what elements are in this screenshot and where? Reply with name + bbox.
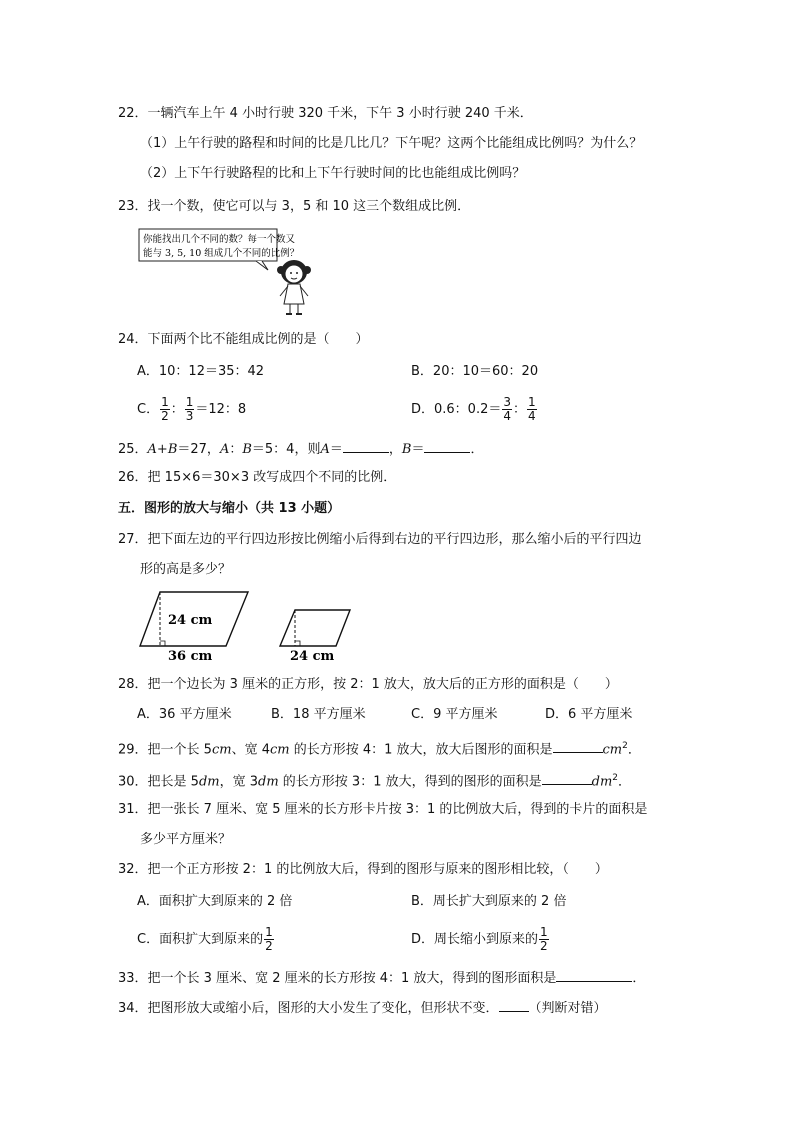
q28-option-b[interactable]: B．18 平方厘米 (271, 707, 366, 722)
small-base-label: 24 cm (290, 649, 335, 664)
q27-line2: 形的高是多少？ (140, 562, 232, 577)
q29: 29．把一个长 5cm、宽 4cm 的长方形按 4：1 放大，放大后图形的面积是 $cm^2$． (118, 736, 641, 760)
fraction: $\frac{1}{2}$ (161, 395, 169, 423)
q32-option-c[interactable]: C．面积扩大到原来的 $\frac{1}{2}$ (137, 925, 273, 953)
bubble-line-2: 能与 3, 5, 10 组成几个不同的比例？ (143, 248, 300, 259)
q32-option-a[interactable]: A．面积扩大到原来的 2 倍 (137, 894, 293, 909)
answer-blank-a[interactable] (343, 438, 389, 453)
fraction: $\frac{1}{2}$ (265, 925, 273, 953)
q22-sub2: （2）上下午行驶路程的比和上下午行驶时间的比也能组成比例吗？ (140, 166, 526, 181)
small-parallelogram (280, 610, 350, 646)
q27-figure (138, 588, 368, 664)
fraction: $\frac{1}{4}$ (528, 395, 536, 423)
q32-option-b[interactable]: B．周长扩大到原来的 2 倍 (411, 894, 567, 909)
fraction: $\frac{1}{2}$ (540, 925, 548, 953)
q24-option-c[interactable]: C． $\frac{1}{2}$ ： $\frac{1}{3}$ ＝12：8 (137, 395, 247, 423)
q32-stem: 32．把一个正方形按 2：1 的比例放大后，得到的图形与原来的图形相比较，（ ） (118, 862, 608, 877)
q24-option-c-label: C． (137, 402, 160, 417)
q23-illustration (138, 228, 348, 316)
q31-line2: 多少平方厘米？ (140, 832, 232, 847)
q28-option-c[interactable]: C．9 平方厘米 (411, 707, 498, 722)
answer-blank[interactable] (553, 738, 603, 753)
q32-option-d[interactable]: D．周长缩小到原来的 $\frac{1}{2}$ (411, 925, 548, 953)
q22-stem: 22．一辆汽车上午 4 小时行驶 320 千米，下午 3 小时行驶 240 千米． (118, 106, 533, 121)
q24-option-b[interactable]: B．20：10＝60：20 (411, 364, 539, 379)
large-base-label: 36 cm (168, 649, 213, 664)
q28-option-a[interactable]: A．36 平方厘米 (137, 707, 232, 722)
q23-stem: 23．找一个数，使它可以与 3，5 和 10 这三个数组成比例． (118, 199, 471, 214)
answer-blank[interactable] (499, 997, 529, 1012)
girl-speech-illustration (138, 228, 348, 316)
q24-option-a[interactable]: A．10：12＝35：42 (137, 364, 265, 379)
girl-icon (277, 260, 311, 314)
q28-stem: 28．把一个边长为 3 厘米的正方形，按 2：1 放大，放大后的正方形的面积是（ ） (118, 677, 618, 692)
answer-blank-b[interactable] (424, 438, 470, 453)
q28-option-d[interactable]: D．6 平方厘米 (545, 707, 633, 722)
answer-blank[interactable] (542, 770, 592, 785)
q34: 34．把图形放大或缩小后，图形的大小发生了变化，但形状不变． （判断对错） (118, 997, 607, 1019)
q24-stem: 24．下面两个比不能组成比例的是（ ） (118, 332, 369, 347)
fraction: $\frac{1}{3}$ (185, 395, 194, 423)
q22-sub1: （1）上午行驶的路程和时间的比是几比几？下午呢？这两个比能组成比例吗？为什么？ (140, 136, 643, 151)
parallelograms-figure (138, 588, 368, 664)
q27-line1: 27．把下面左边的平行四边形按比例缩小后得到右边的平行四边形，那么缩小后的平行四边 (118, 532, 642, 547)
q30: 30．把长是 5dm，宽 3dm 的长方形按 3：1 放大，得到的图形的面积是 $dm^2$． (118, 768, 631, 792)
bubble-line-1: 你能找出几个不同的数？每一个数又 (143, 234, 296, 245)
q24-option-d-label: D．0.6：0.2＝ (411, 402, 502, 417)
q25: 25．A+B＝27，A：B＝5：4，则A＝ ，B＝ ． (118, 438, 483, 460)
q24-option-d[interactable]: D．0.6：0.2＝ $\frac{3}{4}$ ： $\frac{1}{4}$ (411, 395, 536, 423)
answer-blank[interactable] (556, 967, 632, 982)
section-title: 五．图形的放大与缩小（共 13 小题） (118, 501, 341, 516)
large-height-label: 24 cm (168, 613, 213, 628)
fraction: $\frac{3}{4}$ (503, 395, 511, 423)
q31-line1: 31．把一张长 7 厘米、宽 5 厘米的长方形卡片按 3：1 的比例放大后，得到的卡片的面积是 (118, 802, 648, 817)
q33: 33．把一个长 3 厘米、宽 2 厘米的长方形按 4：1 放大，得到的图形面积是 ． (118, 967, 645, 989)
q26-stem: 26．把 15×6＝30×3 改写成四个不同的比例． (118, 470, 397, 485)
